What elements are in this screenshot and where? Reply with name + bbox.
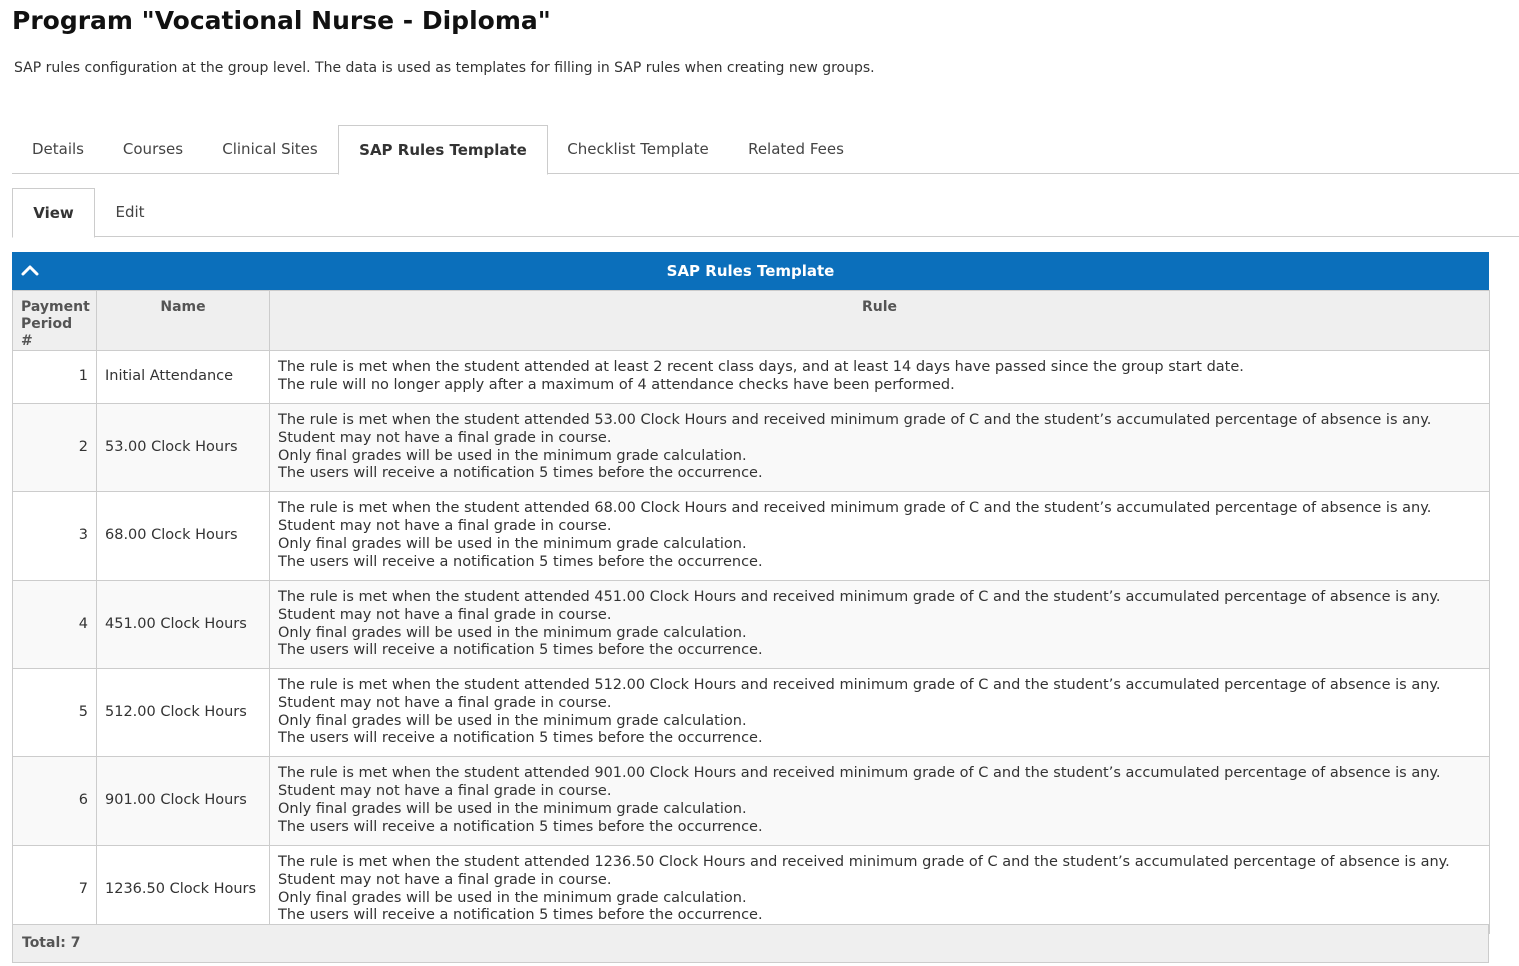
name-cell: 1236.50 Clock Hours	[97, 846, 270, 934]
sap-rules-table	[12, 290, 1490, 934]
tab-checklist-template[interactable]: Checklist Template	[567, 140, 709, 158]
rule-line: The rule is met when the student attended 451.00 Clock Hours and received minimum grade of C and the student’s accumulated percentage of absence is any.	[278, 588, 1441, 605]
grid-total: Total: 7	[12, 924, 1489, 963]
rule-line: Only final grades will be used in the minimum grade calculation.	[278, 447, 747, 464]
table-row[interactable]	[13, 351, 1490, 404]
rule-cell	[270, 404, 1490, 492]
rule-cell	[270, 351, 1490, 404]
page-subtitle: SAP rules configuration at the group level. The data is used as templates for filling in SAP rules when creating new groups.	[14, 60, 875, 76]
payment-period-cell: 3	[13, 492, 97, 581]
rule-line: The users will receive a notification 5 times before the occurrence.	[278, 818, 763, 835]
column-header-payment-period[interactable]: Payment Period #	[13, 291, 97, 351]
rule-line: The rule is met when the student attended 901.00 Clock Hours and received minimum grade of C and the student’s accumulated percentage of absence is any.	[278, 765, 1441, 782]
payment-period-cell: 5	[13, 669, 97, 757]
tab-view[interactable]: View	[12, 188, 95, 238]
name-cell: 901.00 Clock Hours	[97, 757, 270, 846]
table-row[interactable]	[13, 581, 1490, 669]
payment-period-cell: 4	[13, 581, 97, 669]
name-cell: 451.00 Clock Hours	[97, 581, 270, 669]
rule-cell	[270, 846, 1490, 934]
rule-cell	[270, 669, 1490, 757]
tab-clinical-sites[interactable]: Clinical Sites	[222, 140, 318, 158]
name-cell: 53.00 Clock Hours	[97, 404, 270, 492]
rule-line: Only final grades will be used in the minimum grade calculation.	[278, 624, 747, 641]
rule-line: Only final grades will be used in the minimum grade calculation.	[278, 536, 747, 552]
payment-period-cell: 2	[13, 404, 97, 492]
main-tabs	[12, 125, 1519, 174]
rule-line: Student may not have a final grade in course.	[278, 694, 612, 711]
rule-line: The rule is met when the student attended 53.00 Clock Hours and received minimum grade of C and the student’s accumulated percentage of absence is any.	[278, 411, 1432, 428]
name-cell: Initial Attendance	[97, 351, 270, 404]
column-header-name[interactable]: Name	[97, 291, 270, 351]
rule-line: The rule is met when the student attended at least 2 recent class days, and at least 14 days have passed since the group start date.	[278, 359, 1244, 376]
payment-period-cell: 7	[13, 846, 97, 934]
tab-related-fees[interactable]: Related Fees	[748, 140, 844, 158]
table-row[interactable]	[13, 846, 1490, 934]
rule-line: The rule is met when the student attended 68.00 Clock Hours and received minimum grade of C and the student’s accumulated percentage of absence is any.	[278, 500, 1432, 517]
rule-line: The users will receive a notification 5 times before the occurrence.	[278, 553, 763, 570]
name-cell: 512.00 Clock Hours	[97, 669, 270, 757]
rule-line: Student may not have a final grade in course.	[278, 518, 612, 535]
column-header-rule[interactable]: Rule	[270, 291, 1490, 351]
rule-line: Student may not have a final grade in course.	[278, 783, 612, 800]
rule-line: The users will receive a notification 5 times before the occurrence.	[278, 465, 763, 482]
table-row[interactable]	[13, 492, 1490, 581]
table-row[interactable]	[13, 669, 1490, 757]
table-row[interactable]	[13, 404, 1490, 492]
rule-line: The users will receive a notification 5 times before the occurrence.	[278, 907, 763, 924]
rule-line: Student may not have a final grade in course.	[278, 871, 612, 888]
view-mode-tabs	[12, 188, 1519, 237]
rule-line: Only final grades will be used in the minimum grade calculation.	[278, 889, 747, 906]
rule-line: Only final grades will be used in the minimum grade calculation.	[278, 801, 747, 817]
page-title: Program "Vocational Nurse - Diploma"	[12, 6, 551, 35]
rule-line: The rule is met when the student attended 512.00 Clock Hours and received minimum grade of C and the student’s accumulated percentage of absence is any.	[278, 676, 1441, 693]
tab-courses[interactable]: Courses	[122, 140, 184, 158]
rule-line: Only final grades will be used in the minimum grade calculation.	[278, 712, 747, 729]
rule-line: Student may not have a final grade in course.	[278, 606, 612, 623]
rule-line: The users will receive a notification 5 times before the occurrence.	[278, 642, 763, 659]
rule-line: Student may not have a final grade in course.	[278, 429, 612, 446]
grid-title: SAP Rules Template	[666, 262, 835, 280]
tab-details[interactable]: Details	[31, 140, 84, 158]
tab-sap-rules-template[interactable]: SAP Rules Template	[338, 125, 548, 175]
rule-cell	[270, 757, 1490, 846]
payment-period-cell: 1	[13, 351, 97, 404]
rule-cell	[270, 492, 1490, 581]
tab-edit[interactable]: Edit	[115, 203, 145, 221]
payment-period-cell: 6	[13, 757, 97, 846]
rule-line: The rule will no longer apply after a maximum of 4 attendance checks have been performed.	[278, 377, 955, 393]
rule-line: The users will receive a notification 5 times before the occurrence.	[278, 730, 763, 747]
table-row[interactable]	[13, 757, 1490, 846]
grid-header	[12, 252, 1489, 290]
rule-line: The rule is met when the student attended 1236.50 Clock Hours and received minimum grade of C and the student’s accumulated percentage of absence is any.	[278, 853, 1450, 870]
name-cell: 68.00 Clock Hours	[97, 492, 270, 581]
rule-cell	[270, 581, 1490, 669]
